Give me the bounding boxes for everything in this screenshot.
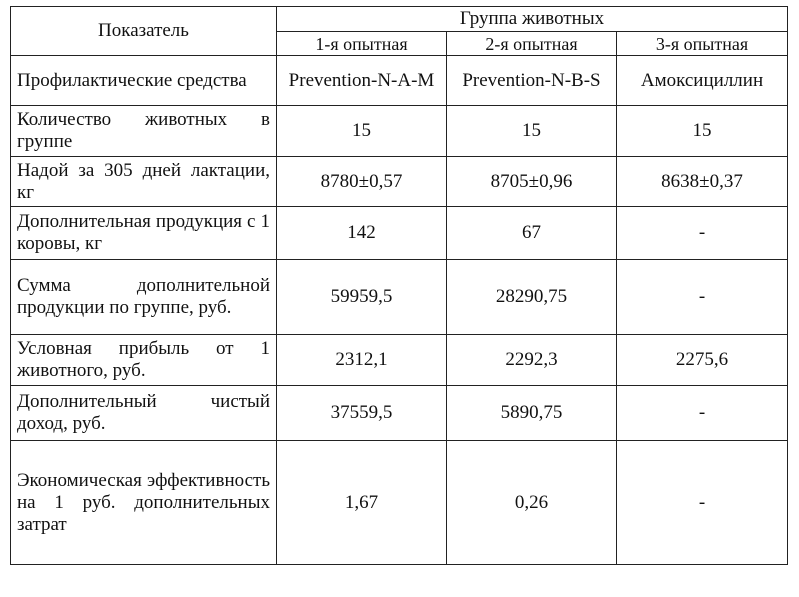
cell-value: -: [617, 207, 788, 260]
header-animal-group: Группа животных: [277, 7, 788, 32]
table-row: [11, 207, 788, 260]
economic-efficiency-table: [10, 6, 788, 565]
table-row: [11, 56, 788, 106]
cell-value: 28290,75: [447, 260, 617, 335]
row-label-prevention: Профилактические средства: [11, 56, 277, 106]
cell-value: Prevention-N-A-M: [277, 56, 447, 106]
cell-value: -: [617, 386, 788, 441]
cell-value: 37559,5: [277, 386, 447, 441]
cell-value: 2275,6: [617, 335, 788, 386]
cell-value: 15: [447, 106, 617, 157]
cell-value: 67: [447, 207, 617, 260]
row-label-milk-yield: Надой за 305 дней лактации, кг: [11, 157, 277, 207]
header-row-group: [11, 7, 788, 32]
cell-value: 15: [617, 106, 788, 157]
row-label-animal-count: Количество животных в группе: [11, 106, 277, 157]
cell-value: -: [617, 260, 788, 335]
cell-value: 2312,1: [277, 335, 447, 386]
header-group-2: 2-я опытная: [447, 32, 617, 56]
cell-value: 1,67: [277, 441, 447, 565]
table-row: [11, 441, 788, 565]
cell-value: 142: [277, 207, 447, 260]
header-group-1: 1-я опытная: [277, 32, 447, 56]
header-group-3: 3-я опытная: [617, 32, 788, 56]
row-label-conditional-profit: Условная прибыль от 1 животного, руб.: [11, 335, 277, 386]
cell-value: 59959,5: [277, 260, 447, 335]
cell-value: 8705±0,96: [447, 157, 617, 207]
cell-value: 8638±0,37: [617, 157, 788, 207]
row-label-net-income: Дополнительный чистый доход, руб.: [11, 386, 277, 441]
cell-value: 8780±0,57: [277, 157, 447, 207]
table-row: [11, 386, 788, 441]
cell-value: 5890,75: [447, 386, 617, 441]
cell-value: 15: [277, 106, 447, 157]
header-indicator: Показатель: [11, 7, 277, 56]
cell-value: Амоксициллин: [617, 56, 788, 106]
row-label-additional-sum: Сумма дополнительной продукции по группе, руб.: [11, 260, 277, 335]
table-row: [11, 106, 788, 157]
cell-value: 2292,3: [447, 335, 617, 386]
row-label-additional-product: Дополнительная продукция с 1 коровы, кг: [11, 207, 277, 260]
table-row: [11, 335, 788, 386]
cell-value: 0,26: [447, 441, 617, 565]
cell-value: -: [617, 441, 788, 565]
cell-value: Prevention-N-B-S: [447, 56, 617, 106]
table-row: [11, 260, 788, 335]
table-row: [11, 157, 788, 207]
row-label-economic-efficiency: Экономическая эффективность на 1 руб. дополнительных затрат: [11, 441, 277, 565]
